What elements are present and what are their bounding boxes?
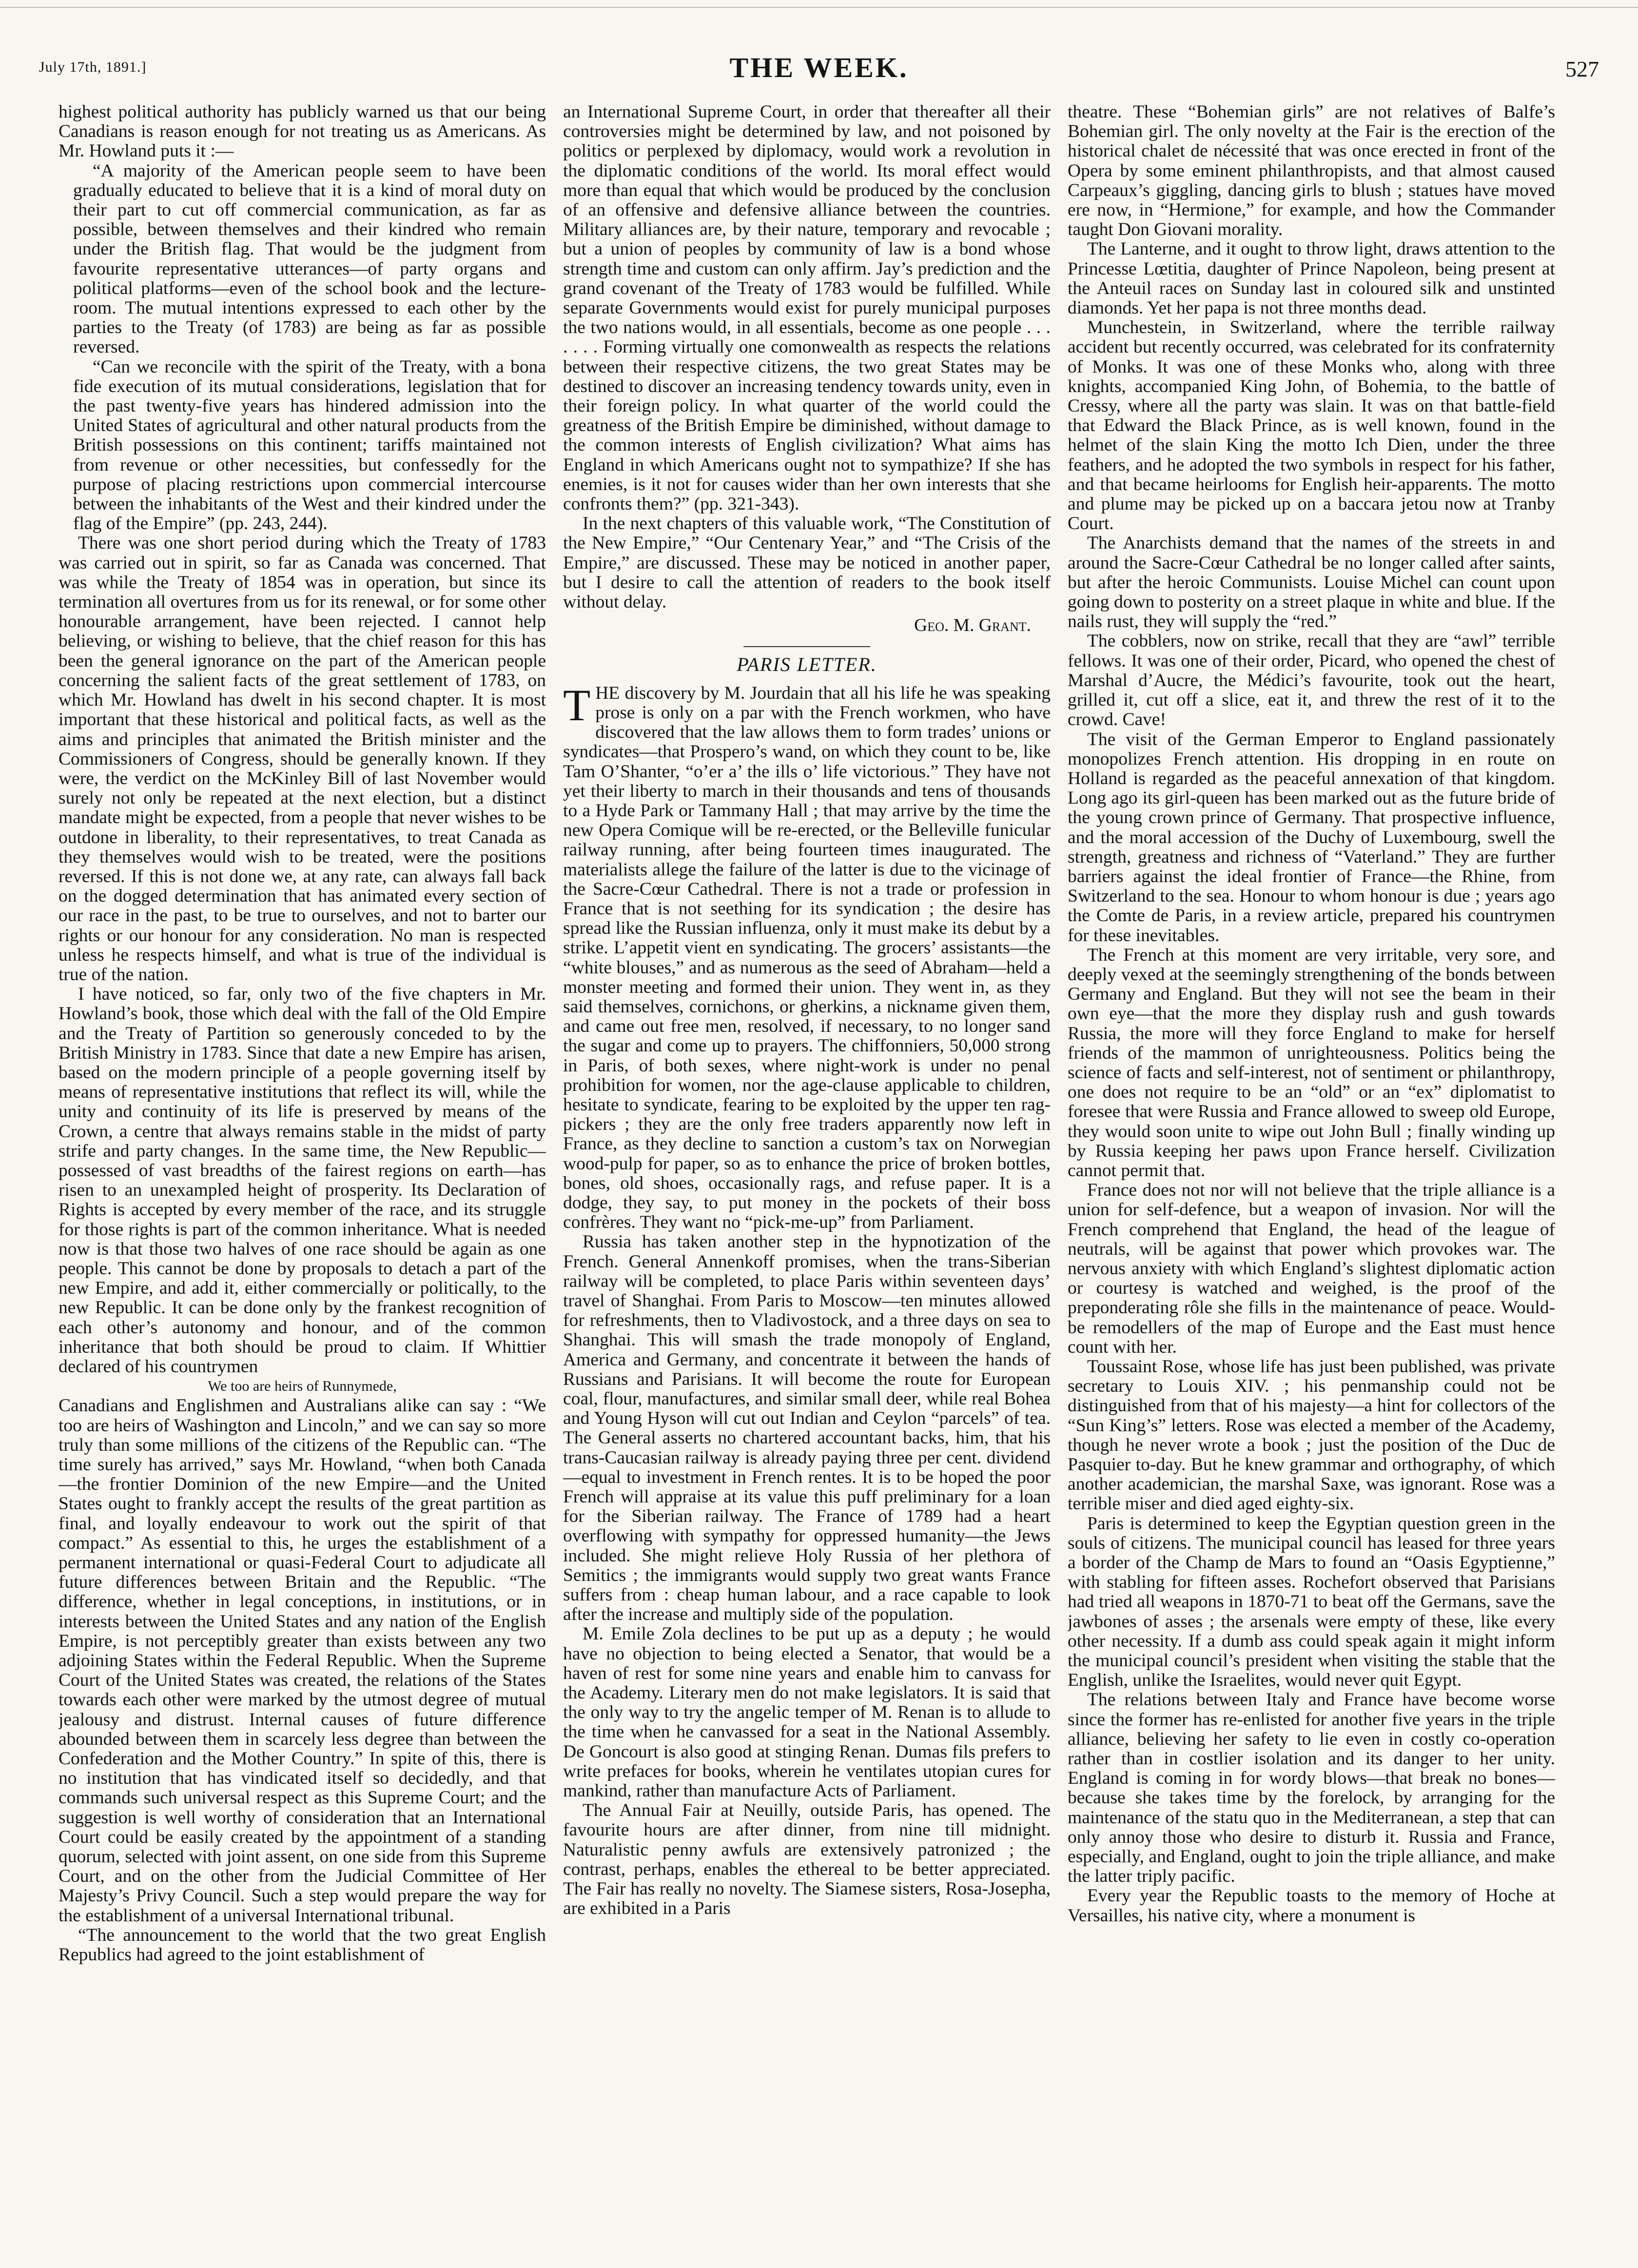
column-3: [1068, 102, 1555, 2248]
paragraph: The Lanterne, and it ought to throw light, draws attention to the Princesse Lœtitia, daughter of Prince Napoleon, being present at the Anteuil races on Sunday last in coloured silk and unstinted diamonds. Yet her papa is not three months dead.: [1068, 239, 1555, 318]
paragraph: Every year the Republic toasts to the memory of Hoche at Versailles, his native city, where a monument is: [1068, 1886, 1555, 1926]
column-2: [563, 102, 1051, 2248]
paragraph: Canadians and Englishmen and Australians alike can say : “We too are heirs of Washington and Lincoln,” and we can say so more truly than some millions of the citizens of the Republic can. “The time surely has arrived,” says Mr. Howland, “when both Canada—the frontier Dominion of the new Empire—and the United States ought to frankly accept the results of the great partition as final, and loyally endeavour to work out the spirit of that compact.” As essential to this, he urges the establishment of a permanent international or quasi-Federal Court to adjudicate all future differences between Britain and the Republic. “The difference, whether in legal conceptions, in institutions, or in interests between the United States and any nation of the English Empire, is not perceptibly greater than exists between any two adjoining States within the Federal Republic. When the Supreme Court of the United States was created, the relations of the States towards each other were marked by the utmost degree of mutual jealousy and distrust. Internal causes of future difference abounded between them in scarcely less degree than between the Confederation and the Mother Country.” In spite of this, there is no institution that has vindicated itself so decidedly, and that commands such universal respect as this Supreme Court; and the suggestion is well worthy of consideration that an International Court could be easily created by the appointment of a standing quorum, selected with joint assent, on one side from this Supreme Court, and on the other from the Judicial Committee of Her Majesty’s Privy Council. Such a step would prepare the way for the establishment of a universal International tribunal.: [58, 1396, 546, 1926]
paragraph: In the next chapters of this valuable work, “The Constitution of the New Empire,” “Our Centenary Year,” and “The Crisis of the Empire,” are discussed. These may be noticed in another paper, but I desire to call the attention of readers to the book itself without delay.: [563, 513, 1051, 612]
paragraph: Munchestein, in Switzerland, where the terrible railway accident but recently occurred, was celebrated for its confraternity of Monks. It was one of these Monks who, along with three knights, accompanied King John, of Bohemia, to the battle of Cressy, where all the party was slain. It was on that battle-field that Edward the Black Prince, as is well known, found in the helmet of the slain King the motto Ich Dien, under the three feathers, and he adopted the two symbols in respect for his father, and that became heirlooms for English heir-apparents. The motto and plume may be picked up on a baccara jetou now at Tranby Court.: [1068, 317, 1555, 534]
quoted-paragraph: “Can we reconcile with the spirit of the Treaty, with a bona fide execution of its mutual considerations, legislation that for the past twenty-five years has hindered admission into the United States of agricultural and other natural products from the British possessions on this continent; tariffs maintained not from revenue or other necessities, but confessedly for the purpose of placing restrictions upon commercial intercourse between the inhabitants of the West and their kindred under the flag of the Empire” (pp. 243, 244).: [73, 356, 546, 534]
paragraph-text: HE discovery by M. Jourdain that all his life he was speaking prose is only on a par with the French workmen, who have discovered that the law allows them to form trades’ unions or syndicates—that Prospero’s wand, on which they count to be, like Tam O’Shanter, “o’er a’ the ills o’ life victorious.” They have not yet their liberty to march in their thousands and tens of thousands to a Hyde Park or Tammany Hall ; that may arrive by the time the new Opera Comique will be re-erected, or the Belleville funicular railway running, after being fourteen times inaugurated. The materialists allege the failure of the latter is due to the vicinage of the Sacre-Cœur Cathedral. There is not a trade or profession in France that is not seething for its syndication ; the desire has spread like the Russian influenza, only it must make its debut by a strike. L’appetit vient en syndicating. The grocers’ assistants—the “white blouses,” and as numerous as the seed of Abraham—held a monster meeting and formed their union. They went in, as they said themselves, cornichons, or gherkins, a nickname given them, and came out free men, resolved, if necessary, to no longer sand the sugar and come up to prayers. The chiffonniers, 50,000 strong in Paris, of both sexes, where night-work is under no penal prohibition for women, nor the age-clause applicable to children, hesitate to syndicate, fearing to be exploited by the upper ten rag-pickers ; they are the only free traders apparently now left in France, as they decline to sanction a custom’s tax on Norwegian wood-pulp for paper, so as to enhance the price of broken bottles, bones, old shoes, occasionally rags, and refuse paper. It is a dodge, they say, to put money in the pockets of their boss confrères. They want no “pick-me-up” from Parliament.: [563, 683, 1051, 1233]
paragraph: The visit of the German Emperor to England passionately monopolizes French attention. His dropping in en route on Holland is regarded as the peaceful annexation of that kingdom. Long ago its girl-queen has been marked out as the future bride of the young crown prince of Germany. That prospective influence, and the moral accession of the Duchy of Luxembourg, swell the strength, greatness and richness of “Vaterland.” They are further barriers against the ideal frontier of France—the Rhine, from Switzerland to the sea. Honour to whom honour is due ; years ago the Comte de Paris, in a review article, prepared his countrymen for these inevitables.: [1068, 729, 1555, 946]
paragraph: The Anarchists demand that the names of the streets in and around the Sacre-Cœur Cathedral be no longer called after saints, but after the heroic Communists. Louise Michel can count upon going down to posterity on a street plaque in white and blue. If the nails rust, they will supply the “red.”: [1068, 533, 1555, 632]
paragraph: The French at this moment are very irritable, very sore, and deeply vexed at the seemingly strengthening of the bonds between Germany and England. But they will not see the beam in their own eye—that the more they display rush and gush towards Russia, the more will they force England to make for herself friends of the mammon of unrighteousness. Politics being the science of facts and self-interest, not of sentiment or philanthropy, one does not require to be an “old” or an “ex” diplomatist to foresee that were Russia and France allowed to sweep old Europe, they would soon unite to wipe out John Bull ; finally winding up by Russia keeping her paws upon France herself. Civilization cannot permit that.: [1068, 945, 1555, 1181]
drop-cap: T: [563, 680, 591, 730]
paragraph: [563, 680, 1051, 1233]
paragraph: The relations between Italy and France have become worse since the former has re-enlisted for another five years in the triple alliance, believing her safety to lie even in costly co-operation rather than in costlier isolation and its danger to her unity. England is coming in for wordy blows—that break no bones—because she takes time by the forelock, by arranging for the maintenance of the statu quo in the Mediterranean, a step that can only annoy those who desire to disturb it. Russia and France, especially, and England, ought to join the triple alliance, and make the latter triply pacific.: [1068, 1690, 1555, 1887]
top-rule: [0, 0, 1638, 8]
page-header: [39, 51, 1599, 90]
paragraph: “The announcement to the world that the two great English Republics had agreed to the joint establishment of: [58, 1925, 546, 1965]
paragraph: Paris is determined to keep the Egyptian question green in the souls of citizens. The municipal council has leased for three years a border of the Champ de Mars to found an “Oasis Egyptienne,” with stabling for fifteen asses. Rochefort observed that Parisians had tried all weapons in 1870-71 to beat off the Germans, save the jawbones of asses ; the arsenals were empty of these, like every other necessity. If a dumb ass could speak again it might inform the municipal council’s president when visiting the stable that the English, unlike the Israelites, would never quit Egypt.: [1068, 1513, 1555, 1691]
page-number: 527: [1565, 57, 1599, 81]
paragraph: There was one short period during which the Treaty of 1783 was carried out in spirit, so far as Canada was concerned. That was while the Treaty of 1854 was in operation, but since its termination all overtures from us for its renewal, or for some other honourable arrangement, have been rejected. I cannot help believing, or wishing to believe, that the chief reason for this has been the general ignorance on the part of the American people concerning the salient facts of the great settlement of 1783, on which Mr. Howland has dwelt in his second chapter. It is most important that these historical and political facts, as well as the aims and principles that animated the British minister and the Commissioners of Congress, should be generally known. If they were, the verdict on the McKinley Bill of last November would surely not only be repeated at the next election, but a distinct mandate might be expected, from a people that never wishes to be outdone in liberality, to their representatives, to treat Canada as they themselves would wish to be treated, were the positions reversed. If this is not done we, at any rate, can always fall back on the dogged determination that has animated every section of our race in the past, to be true to ourselves, and not to barter our rights or our honour for any consideration. No man is respected unless he respects himself, and what is true of the individual is true of the nation.: [58, 533, 546, 985]
paragraph: France does not nor will not believe that the triple alliance is a union for self-defence, but a weapon of invasion. Nor will the French comprehend that England, the head of the league of neutrals, will be against that power which provokes war. The nervous anxiety with which England’s slightest diplomatic action or courtesy is watched and weighed, is the proof of the preponderating rôle she fills in the maintenance of peace. Would-be remodellers of the map of Europe and the East must hence count with her.: [1068, 1180, 1555, 1357]
paragraph: Russia has taken another step in the hypnotization of the French. General Annenkoff promises, when the trans-Siberian railway will be completed, to place Paris within seventeen days’ travel of Shanghai. From Paris to Moscow—ten minutes allowed for refreshments, then to Vladivostock, and a three days on sea to Shanghai. This will smash the trade monopoly of England, America and Germany, and concentrate it between the hands of Russians and Parisians. It will become the route for European coal, flour, manufactures, and similar small deer, while real Bohea and Young Hyson will cut out Indian and Ceylon “parcels” of tea. The General asserts no chartered accountant backs, him, that his trans-Caucasian railway is already paying three per cent. dividend—equal to investment in French rentes. It is to be hoped the poor French will appraise at its value this puff preliminary for a loan for the Siberian railway. The France of 1789 had a heart overflowing with sympathy for oppressed humanity—the Jews included. She might relieve Holy Russia of her plethora of Semitics ; the immigrants would supply two great wants France suffers from : cheap human labour, and a race capable to look after the increase and multiply side of the population.: [563, 1232, 1051, 1625]
paragraph: Toussaint Rose, whose life has just been published, was private secretary to Louis XIV. ; his penmanship could not be distinguished from that of his majesty—a hint for collectors of the “Sun King’s” letters. Rose was elected a member of the Academy, though he never wrote a book ; just the position of the Duc de Pasquier to-day. But he knew grammar and orthography, of which another academician, the marshal Saxe, was ignorant. Rose was a terrible miser and died aged eighty-six.: [1068, 1357, 1555, 1514]
paragraph: I have noticed, so far, only two of the five chapters in Mr. Howland’s book, those which deal with the fall of the Old Empire and the Treaty of Partition so generously conceded to by the British Ministry in 1783. Since that date a new Empire has arisen, based on the modern principle of a people governing itself by means of representative institutions that reflect its will, while the unity and continuity of its life is preserved by means of the Crown, a centre that always remains stable in the midst of party strife and party changes. In the same time, the New Republic—possessed of vast breadths of the fairest regions on earth—has risen to an unexampled height of prosperity. Its Declaration of Rights is accepted by every member of the race, and its struggle for those rights is part of the common inheritance. What is needed now is that those two halves of one race should be again as one people. This cannot be done by proposals to detach a part of the new Empire, and add it, either commercially or politically, to the new Republic. It can be done only by the frankest recognition of each other’s autonomy and honour, and of the common inheritance that both should be proud to claim. If Whittier declared of his countrymen: [58, 984, 546, 1377]
paragraph: The Annual Fair at Neuilly, outside Paris, has opened. The favourite hours are after dinner, from nine till midnight. Naturalistic penny awfuls are extensively patronized ; the contrast, perhaps, enables the ethereal to be better appreciated. The Fair has really no novelty. The Siamese sisters, Rosa-Josepha, are exhibited in a Paris: [563, 1800, 1051, 1919]
column-1: [58, 102, 546, 2248]
paragraph: M. Emile Zola declines to be put up as a deputy ; he would have no objection to being elected a Senator, that would be a haven of rest for some nine years and enable him to canvass for the Academy. Literary men do not make legislators. It is said that the only way to try the angelic temper of M. Renan is to allude to the time when he canvassed for a seat in the National Assembly. De Goncourt is also good at stinging Renan. Dumas fils prefers to write prefaces for books, wherein he ventilates utopian cures for mankind, rather than manufacture Acts of Parliament.: [563, 1624, 1051, 1801]
publication-title: THE WEEK.: [729, 52, 909, 83]
verse-line: We too are heirs of Runnymede,: [208, 1378, 397, 1395]
author-signature: Geo. M. Grant.: [914, 615, 1031, 636]
section-heading: PARIS LETTER.: [737, 653, 877, 676]
paragraph: theatre. These “Bohemian girls” are not relatives of Balfe’s Bohemian girl. The only novelty at the Fair is the erection of the historical chalet de nécessité that was once erected in front of the Opera by some eminent philanthropists, and that almost caused Carpeaux’s giggling, dancing girls to blush ; statues have moved ere now, in “Hermione,” for example, and how the Commander taught Don Giovani morality.: [1068, 102, 1555, 240]
paragraph: an International Supreme Court, in order that thereafter all their controversies might be determined by law, and not poisoned by politics or perplexed by diplomacy, would work a revolution in the diplomatic conditions of the world. Its moral effect would more than equal that which would be produced by the conclusion of an offensive and defensive alliance between the countries. Military alliances are, by their nature, temporary and revocable ; but a union of peoples by community of law is a bond whose strength time and custom can only affirm. Jay’s prediction and the grand covenant of the Treaty of 1783 would be fulfilled. While separate Governments would exist for purely municipal purposes the two nations would, in all essentials, become as one people . . . . . . . Forming virtually one comonwealth as respects the relations between their respective citizens, the two great States may be destined to discover an increasing tendency towards unity, even in their foreign policy. In what quarter of the world could the greatness of the British Empire be diminished, without damage to the common interests of English civilization? What aims has England in which Americans ought not to sympathize? If she has enemies, is it not for causes wider than her own interests that she confronts them?” (pp. 321-343).: [563, 102, 1051, 514]
section-divider: [743, 646, 870, 647]
quoted-paragraph: “A majority of the American people seem to have been gradually educated to believe that it is a kind of moral duty on their part to cut off commercial communication, as far as possible, between themselves and their kindred who remain under the British flag. That would be the judgment from favourite representative utterances—of party organs and political platforms—even of the school book and the lecture-room. The mutual intentions expressed to each other by the parties to the Treaty (of 1783) are being as far as possible reversed.: [73, 160, 546, 357]
paragraph: The cobblers, now on strike, recall that they are “awl” terrible fellows. It was one of their order, Picard, who opened the chest of Marshal d’Aucre, the Médici’s favourite, took out the heart, grilled it, cut off a slice, eat it, and threw the rest of it to the crowd. Cave!: [1068, 631, 1555, 730]
issue-date: July 17th, 1891.]: [39, 59, 147, 75]
paragraph: highest political authority has publicly warned us that our being Canadians is reason enough for not treating us as Americans. As Mr. Howland puts it :—: [58, 102, 546, 161]
